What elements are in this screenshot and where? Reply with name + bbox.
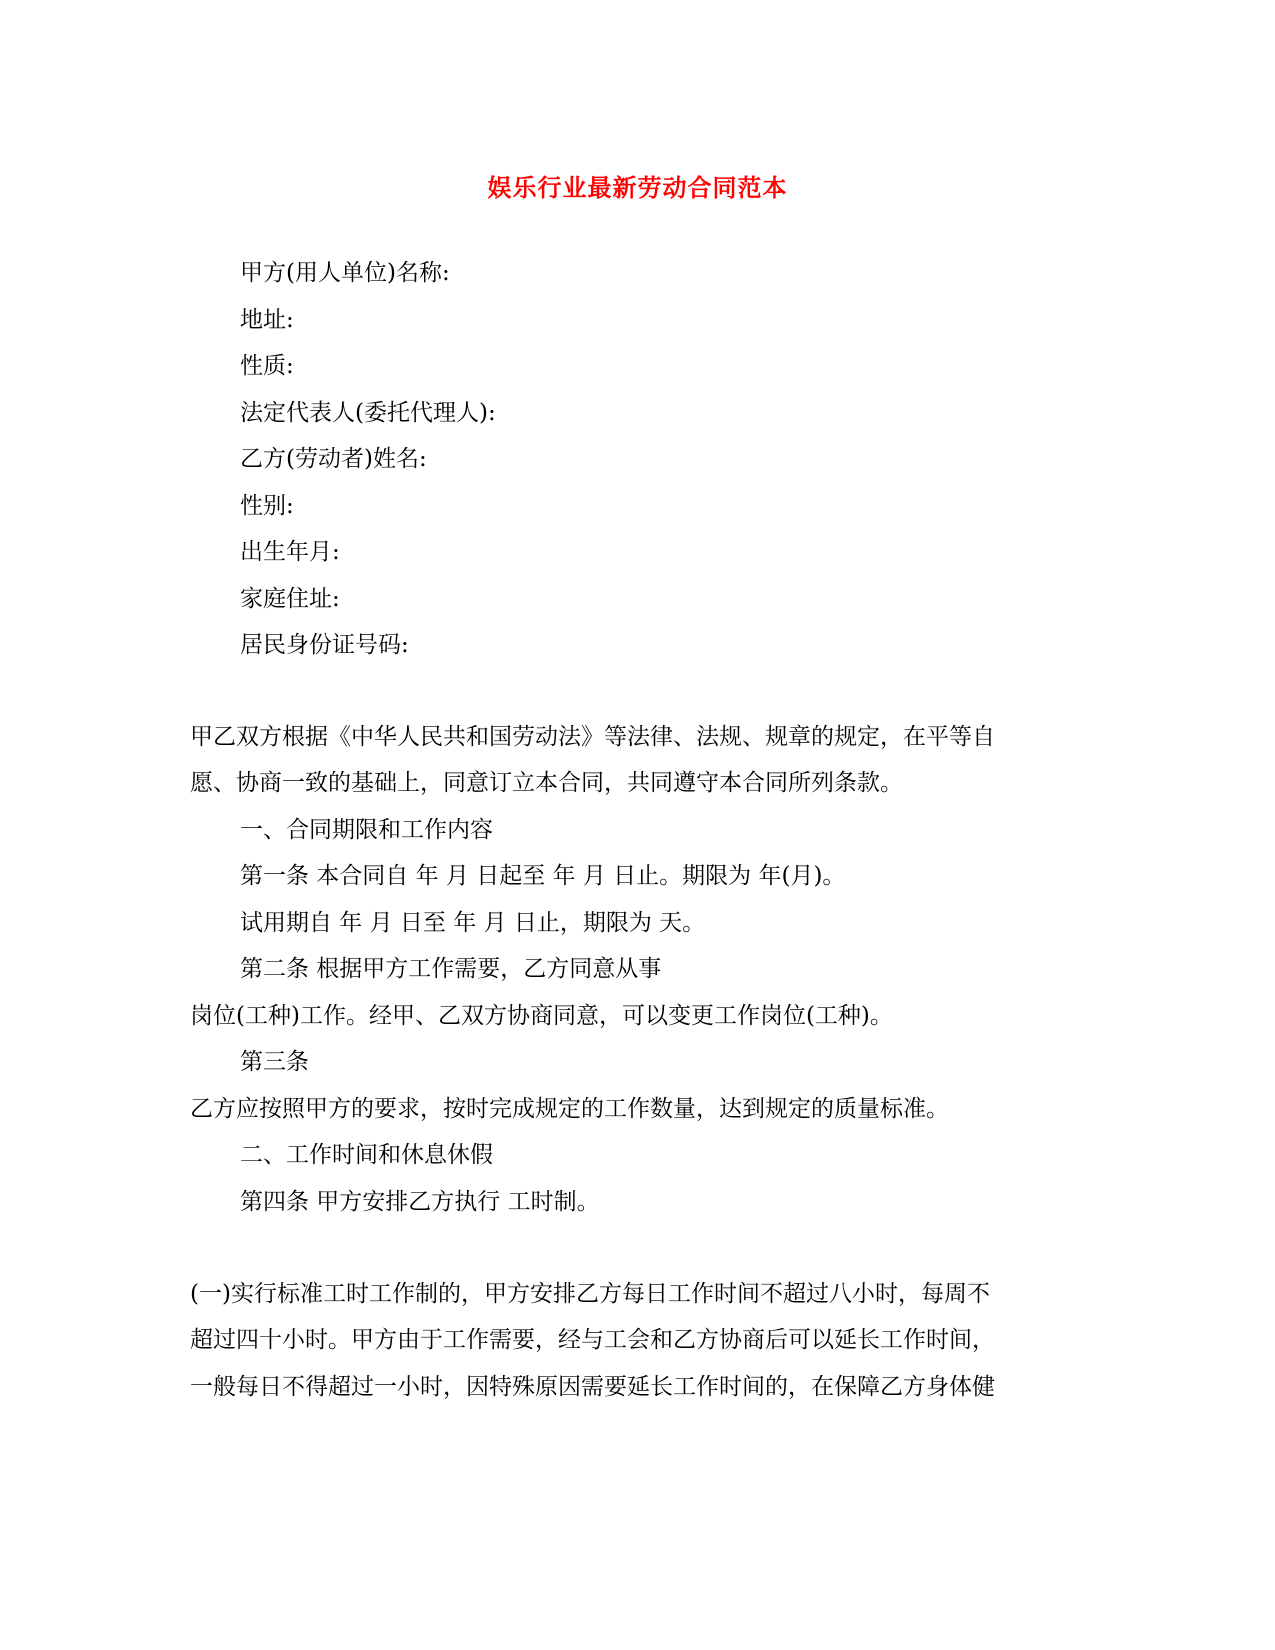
field-nature: 性质: [240, 353, 294, 379]
article-3-line-2: 乙方应按照甲方的要求，按时完成规定的工作数量，达到规定的质量标准。 [190, 1096, 949, 1122]
article-2-line-2: 岗位(工种)工作。经甲、乙双方协商同意，可以变更工作岗位(工种)。 [190, 1003, 893, 1029]
field-gender: 性别: [240, 493, 294, 519]
field-employer-name: 甲方(用人单位)名称: [240, 260, 450, 286]
article-4: 第四条 甲方安排乙方执行 工时制。 [240, 1189, 600, 1215]
field-birth-date: 出生年月: [240, 539, 340, 565]
section-heading-2: 二、工作时间和休息休假 [240, 1142, 493, 1168]
field-legal-representative: 法定代表人(委托代理人): [240, 400, 496, 426]
clause-one-line-2: 超过四十小时。甲方由于工作需要，经与工会和乙方协商后可以延长工作时间， [190, 1327, 995, 1353]
document-title: 娱乐行业最新劳动合同范本 [487, 173, 788, 202]
field-address: 地址: [240, 307, 294, 333]
field-id-number: 居民身份证号码: [240, 632, 409, 658]
intro-line-2: 愿、协商一致的基础上，同意订立本合同，共同遵守本合同所列条款。 [190, 770, 903, 796]
clause-one-line-3: 一般每日不得超过一小时，因特殊原因需要延长工作时间的，在保障乙方身体健 [190, 1374, 995, 1400]
article-1-line-2: 试用期自 年 月 日至 年 月 日止，期限为 天。 [240, 910, 706, 936]
field-employee-name: 乙方(劳动者)姓名: [240, 446, 427, 472]
section-heading-1: 一、合同期限和工作内容 [240, 817, 493, 843]
clause-one-line-1: (一)实行标准工时工作制的，甲方安排乙方每日工作时间不超过八小时，每周不 [190, 1281, 990, 1307]
intro-line-1: 甲乙双方根据《中华人民共和国劳动法》等法律、法规、规章的规定，在平等自 [190, 724, 995, 750]
article-1-line-1: 第一条 本合同自 年 月 日起至 年 月 日止。期限为 年(月)。 [240, 863, 846, 889]
field-home-address: 家庭住址: [240, 586, 340, 612]
article-3-line-1: 第三条 [240, 1049, 309, 1075]
article-2-line-1: 第二条 根据甲方工作需要，乙方同意从事 [240, 956, 662, 982]
